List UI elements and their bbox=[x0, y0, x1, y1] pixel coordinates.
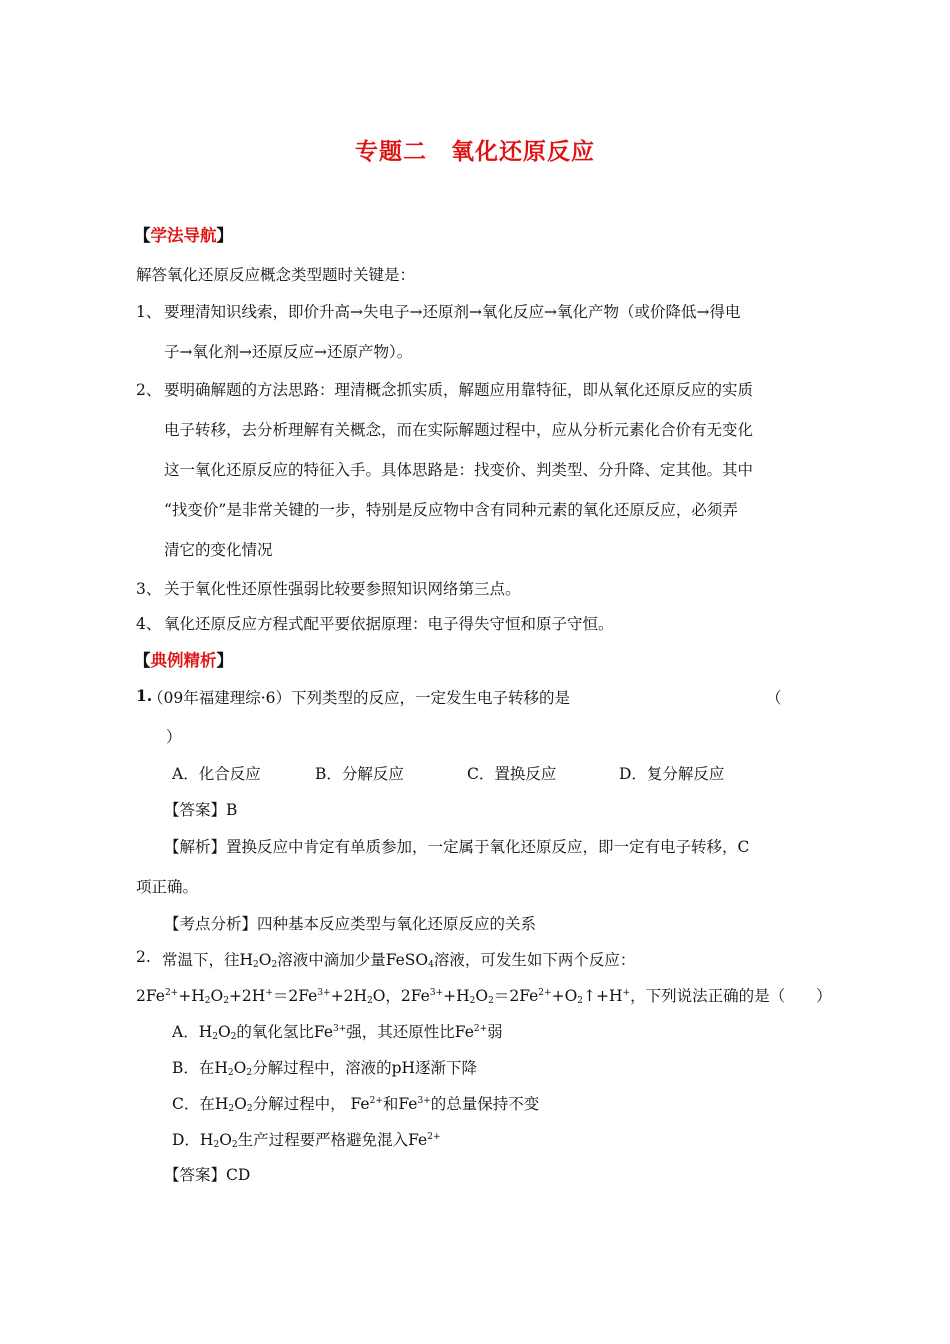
answer-label: 【答案】 bbox=[164, 801, 227, 819]
section-heading-guide: 【学法导航】 bbox=[134, 226, 233, 245]
guide-point-2-line-4: “找变价”是非常关键的一步，特别是反应物中含有同种元素的氧化还原反应，必须弄 bbox=[164, 501, 738, 519]
guide-point-2-line-5: 清它的变化情况 bbox=[164, 541, 273, 559]
question-1-point bbox=[164, 912, 536, 934]
question-2-answer bbox=[164, 1163, 250, 1185]
section-heading-guide-text: 学法导航 bbox=[150, 226, 217, 245]
guide-point-1-line-2: 子→氧化剂→还原反应→还原产物）。 bbox=[164, 343, 413, 361]
question-1-paren-close: ） bbox=[166, 728, 182, 746]
question-1-number: 1. bbox=[136, 686, 153, 705]
question-1-option-b: B．分解反应 bbox=[315, 765, 404, 783]
guide-point-4: 氧化还原反应方程式配平要依据原理：电子得失守恒和原子守恒。 bbox=[164, 615, 614, 633]
question-2-stem: 常温下，往$H_2O_2$溶液中滴加少量FeSO$_4$溶液，可发生如下两个反应： bbox=[162, 951, 636, 970]
guide-point-2-line-1: 要明确解题的方法思路：理清概念抓实质，解题应用靠特征，即从氧化还原反应的实质 bbox=[164, 381, 754, 399]
guide-point-2-line-2: 电子转移，去分析理解有关概念，而在实际解题过程中，应从分析元素化合价有无变化 bbox=[164, 421, 754, 439]
question-1-analysis bbox=[164, 835, 749, 857]
list-item-number: 4、 bbox=[136, 615, 162, 633]
point-text: 四种基本反应类型与氧化还原反应的关系 bbox=[257, 915, 537, 933]
question-1-answer bbox=[164, 798, 237, 820]
question-1-option-c: C．置换反应 bbox=[467, 765, 557, 783]
question-2-option-b: B．在$H_2O_2$分解过程中，溶液的pH逐渐下降 bbox=[172, 1059, 478, 1078]
list-item-number: 1、 bbox=[136, 303, 162, 321]
question-2-equations: $2Fe^{2+}+H_2O_2+2H^+=2Fe^{3+}+2H_2O$，$2Fe^{3+}+H_2O_2=2Fe^{2+}+O_2↑+H^+$，下列说法正确的是（ ） bbox=[136, 987, 832, 1006]
guide-point-1-line-1: 要理清知识线索，即价升高→失电子→还原剂→氧化反应→氧化产物（或价降低→得电 bbox=[164, 303, 741, 321]
page-title: 专题二 氧化还原反应 bbox=[355, 139, 595, 165]
list-item-number: 2、 bbox=[136, 381, 162, 399]
guide-point-3: 关于氧化性还原性强弱比较要参照知识网络第三点。 bbox=[164, 580, 521, 598]
question-2-option-a: A．$H_2O_2$的氧化氢比$Fe^{3+}$强，其还原性比$Fe^{2+}$弱 bbox=[172, 1023, 503, 1042]
question-2-option-c: C．在$H_2O_2$分解过程中， $Fe^{2+}$和$Fe^{3+}$的总量保持不变 bbox=[172, 1095, 540, 1114]
answer-value: CD bbox=[226, 1166, 251, 1184]
question-1-paren-open: （ bbox=[766, 689, 782, 707]
answer-label: 【答案】 bbox=[164, 1166, 227, 1184]
list-item-number: 3、 bbox=[136, 580, 162, 598]
point-label: 【考点分析】 bbox=[164, 915, 258, 933]
question-1-stem: （09年福建理综·6）下列类型的反应，一定发生电子转移的是 bbox=[148, 689, 571, 707]
question-1-analysis-line-2: 项正确。 bbox=[136, 878, 199, 896]
guide-intro: 解答氧化还原反应概念类型题时关键是： bbox=[136, 266, 416, 284]
section-heading-examples-text: 典例精析 bbox=[150, 651, 217, 670]
question-1-option-d: D．复分解反应 bbox=[619, 765, 725, 783]
guide-point-2-line-3: 这一氧化还原反应的特征入手。具体思路是：找变价、判类型、分升降、定其他。其中 bbox=[164, 461, 754, 479]
question-2-number: 2. bbox=[136, 948, 151, 966]
analysis-label: 【解析】 bbox=[164, 838, 227, 856]
analysis-line-1: 置换反应中肯定有单质参加，一定属于氧化还原反应，即一定有电子转移，C bbox=[226, 838, 750, 856]
question-1-option-a: A．化合反应 bbox=[172, 765, 261, 783]
section-heading-examples: 【典例精析】 bbox=[134, 651, 233, 670]
question-2-option-d: D．$H_2O_2$生产过程要严格避免混入$Fe^{2+}$ bbox=[172, 1131, 441, 1150]
answer-value: B bbox=[226, 801, 238, 819]
